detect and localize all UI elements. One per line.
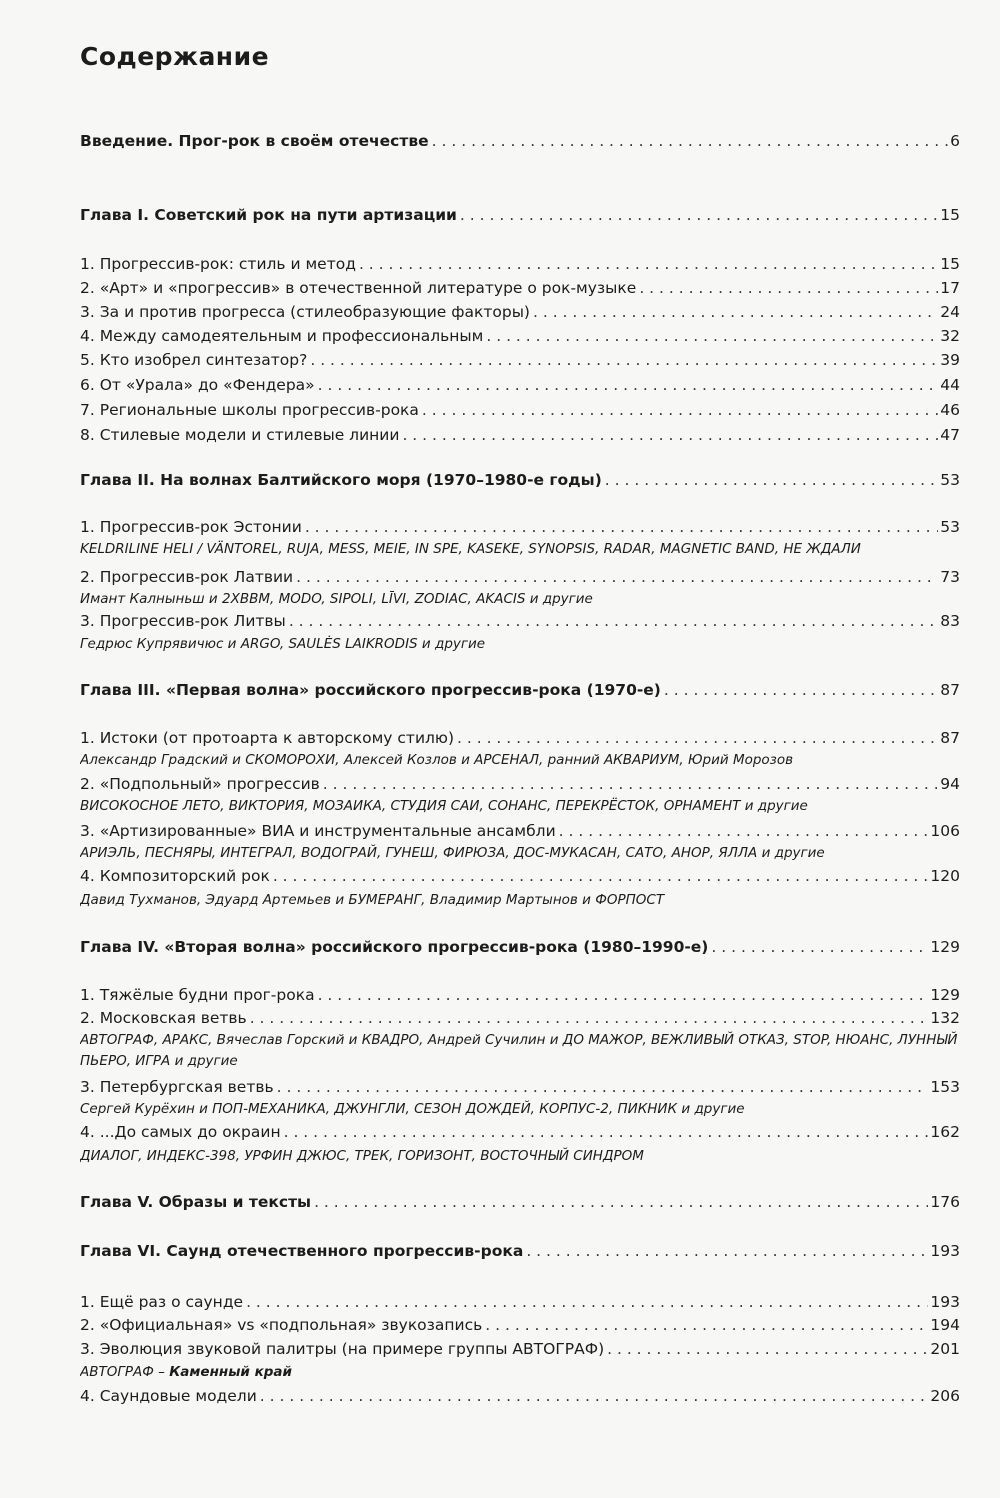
- toc-item-subtitle: АРИЭЛЬ, ПЕСНЯРЫ, ИНТЕГРАЛ, ВОДОГРАЙ, ГУНЕШ, ФИРЮЗА, ДОС-МУКАСАН, САТО, АНОР, ЯЛЛА и другие: [80, 845, 825, 861]
- toc-item-3-1[interactable]: [80, 728, 960, 748]
- toc-entry-title: 8. Стилевые модели и стилевые линии: [80, 426, 400, 444]
- toc-item-subtitle: ВИСОКОСНОЕ ЛЕТО, ВИКТОРИЯ, МОЗАИКА, СТУДИЯ САИ, СОНАНС, ПЕРЕКРЁСТОК, ОРНАМЕНТ и другие: [80, 798, 808, 814]
- toc-item-1-6[interactable]: [80, 375, 960, 395]
- toc-item-6-1[interactable]: [80, 1292, 960, 1312]
- toc-entry-title: 1. Прогрессив-рок Эстонии: [80, 518, 302, 536]
- toc-entry-page: 53: [940, 518, 960, 536]
- toc-item-subtitle: Александр Градский и СКОМОРОХИ, Алексей Козлов и АРСЕНАЛ, ранний АКВАРИУМ, Юрий Морозов: [80, 752, 794, 768]
- toc-item-6-2[interactable]: [80, 1315, 960, 1335]
- toc-item-6-3[interactable]: [80, 1339, 960, 1359]
- toc-entry-page: 120: [930, 867, 960, 885]
- toc-entry-title: 7. Региональные школы прогрессив-рока: [80, 401, 419, 419]
- toc-item-4-3[interactable]: [80, 1077, 960, 1097]
- toc-chapter-4[interactable]: [80, 937, 960, 957]
- toc-entry-title: 3. Петербургская ветвь: [80, 1078, 274, 1096]
- toc-entry-title: 2. «Арт» и «прогрессив» в отечественной литературе о рок-музыке: [80, 279, 637, 297]
- toc-chapter-2[interactable]: [80, 470, 960, 490]
- toc-chapter-6[interactable]: [80, 1241, 960, 1261]
- toc-item-subtitle: KELDRILINE HELI / VÄNTOREL, RUJA, MESS, MEIE, IN SPE, KASEKE, SYNOPSIS, RADAR, MAGNETIC BAND, НЕ ЖДАЛИ: [80, 541, 861, 557]
- toc-item-4-1[interactable]: [80, 985, 960, 1005]
- toc-item-3-3[interactable]: [80, 821, 960, 841]
- toc-entry-page: 129: [930, 938, 960, 956]
- toc-item-subtitle: Гедрюс Купрявичюс и ARGO, SAULĖS LAIKRODIS и другие: [80, 636, 486, 652]
- toc-entry-page: 39: [940, 351, 960, 369]
- toc-entry-page: 206: [930, 1387, 960, 1405]
- toc-item-1-4[interactable]: [80, 326, 960, 346]
- toc-item-4-4[interactable]: [80, 1122, 960, 1142]
- toc-item-1-2[interactable]: [80, 278, 960, 298]
- toc-chapter-3[interactable]: [80, 680, 960, 700]
- toc-entry-page: 87: [940, 729, 960, 747]
- toc-item-2-3[interactable]: [80, 611, 960, 631]
- toc-entry-title: 6. От «Урала» до «Фендера»: [80, 376, 315, 394]
- toc-chapter-5[interactable]: [80, 1192, 960, 1212]
- toc-entry-title: Глава III. «Первая волна» российского прогрессив-рока (1970-е): [80, 681, 661, 699]
- toc-entry-page: 47: [940, 426, 960, 444]
- toc-item-subtitle: АВТОГРАФ, АРАКС, Вячеслав Горский и КВАДРО, Андрей Сучилин и ДО МАЖОР, ВЕЖЛИВЫЙ ОТКАЗ, STOP, НЮАНС, ЛУННЫЙ ПЬЕРО, ИГРА и другие: [80, 1032, 958, 1069]
- toc-entry-page: 17: [940, 279, 960, 297]
- toc-item-subtitle: Давид Тухманов, Эдуард Артемьев и БУМЕРАНГ, Владимир Мартынов и ФОРПОСТ: [80, 892, 665, 908]
- toc-entry-title: Глава V. Образы и тексты: [80, 1193, 312, 1211]
- toc-entry-title: 2. «Подпольный» прогрессив: [80, 775, 320, 793]
- toc-entry-title: 4. Между самодеятельным и профессиональным: [80, 327, 484, 345]
- toc-entry-page: 83: [940, 612, 960, 630]
- toc-item-subtitle: [80, 1362, 960, 1382]
- toc-item-1-1[interactable]: [80, 254, 960, 274]
- toc-entry-page: 201: [930, 1340, 960, 1358]
- toc-item-1-5[interactable]: [80, 350, 960, 370]
- toc-entry-page: 106: [930, 822, 960, 840]
- toc-entry-title: 2. Прогрессив-рок Латвии: [80, 568, 294, 586]
- toc-entry-page: 73: [940, 568, 960, 586]
- subtitle-band: АВТОГРАФ –: [80, 1364, 165, 1380]
- toc-entry-title: Глава VI. Саунд отечественного прогрессив-рока: [80, 1242, 524, 1260]
- toc-chapter-1[interactable]: [80, 205, 960, 225]
- subtitle-album: Каменный край: [169, 1364, 292, 1380]
- toc-entry-title: 1. Прогрессив-рок: стиль и метод: [80, 255, 356, 273]
- toc-entry-page: 15: [940, 255, 960, 273]
- toc-entry-page: 132: [930, 1009, 960, 1027]
- toc-item-subtitle: Имант Калныньш и 2XBBM, MODO, SIPOLI, LĪVI, ZODIAC, AKACIS и другие: [80, 591, 593, 607]
- toc-item-3-2[interactable]: [80, 774, 960, 794]
- toc-item-1-8[interactable]: [80, 425, 960, 445]
- toc-entry-page: 162: [930, 1123, 960, 1141]
- toc-entry-page: 46: [940, 401, 960, 419]
- toc-entry-page: 153: [930, 1078, 960, 1096]
- toc-entry-title: 4. ...До самых до окраин: [80, 1123, 281, 1141]
- toc-entry-page: 129: [930, 986, 960, 1004]
- toc-entry-title: 4. Композиторский рок: [80, 867, 270, 885]
- toc-entry-title: 5. Кто изобрел синтезатор?: [80, 351, 308, 369]
- toc-item-1-7[interactable]: [80, 400, 960, 420]
- toc-entry-page: 53: [940, 471, 960, 489]
- toc-entry-title: 4. Саундовые модели: [80, 1387, 257, 1405]
- toc-entry-page: 94: [940, 775, 960, 793]
- toc-entry-title: 1. Истоки (от протоарта к авторскому стилю): [80, 729, 455, 747]
- toc-item-6-4[interactable]: [80, 1386, 960, 1406]
- toc-entry-title: Глава I. Советский рок на пути артизации: [80, 206, 457, 224]
- toc-entry-title: 3. «Артизированные» ВИА и инструментальные ансамбли: [80, 822, 556, 840]
- toc-entry-title: 3. Эволюция звуковой палитры (на примере группы АВТОГРАФ): [80, 1340, 605, 1358]
- toc-item-subtitle: Сергей Курёхин и ПОП-МЕХАНИКА, ДЖУНГЛИ, СЕЗОН ДОЖДЕЙ, КОРПУС-2, ПИКНИК и другие: [80, 1101, 745, 1117]
- toc-entry-title: Введение. Прог-рок в своём отечестве: [80, 132, 429, 150]
- toc-item-subtitle: ДИАЛОГ, ИНДЕКС-398, УРФИН ДЖЮС, ТРЕК, ГОРИЗОНТ, ВОСТОЧНЫЙ СИНДРОМ: [80, 1148, 644, 1164]
- toc-entry-page: 193: [930, 1293, 960, 1311]
- toc-entry-page: 87: [940, 681, 960, 699]
- toc-entry-page: 44: [940, 376, 960, 394]
- toc-entry-page: 194: [930, 1316, 960, 1334]
- toc-entry-title: 3. За и против прогресса (стилеобразующие факторы): [80, 303, 530, 321]
- toc-entry-page: 193: [930, 1242, 960, 1260]
- toc-entry-page: 6: [950, 132, 960, 150]
- toc-item-4-2[interactable]: [80, 1008, 960, 1028]
- toc-entry-title: Глава IV. «Вторая волна» российского прогрессив-рока (1980–1990-е): [80, 938, 709, 956]
- toc-entry-title: Глава II. На волнах Балтийского моря (1970–1980-е годы): [80, 471, 602, 489]
- toc-item-2-2[interactable]: [80, 567, 960, 587]
- toc-item-1-3[interactable]: [80, 302, 960, 322]
- toc-entry-title: 1. Тяжёлые будни прог-рока: [80, 986, 315, 1004]
- toc-entry-page: 176: [930, 1193, 960, 1211]
- toc-entry-title: 1. Ещё раз о саунде: [80, 1293, 244, 1311]
- toc-item-3-4[interactable]: [80, 866, 960, 886]
- toc-entry-page: 32: [940, 327, 960, 345]
- page-title: Содержание: [80, 42, 270, 71]
- toc-entry-page: 15: [940, 206, 960, 224]
- toc-item-2-1[interactable]: [80, 517, 960, 537]
- toc-entry-page: 24: [940, 303, 960, 321]
- toc-intro[interactable]: [80, 131, 960, 151]
- toc-entry-title: 2. Московская ветвь: [80, 1009, 247, 1027]
- toc-entry-title: 3. Прогрессив-рок Литвы: [80, 612, 286, 630]
- toc-entry-title: 2. «Официальная» vs «подпольная» звукозапись: [80, 1316, 483, 1334]
